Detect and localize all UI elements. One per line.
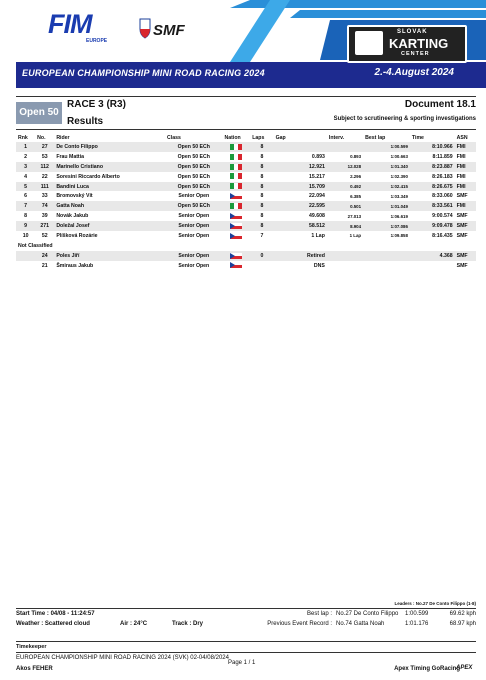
prev-record-label: Previous Event Record : (267, 621, 332, 627)
cell-rnk: 3 (16, 162, 35, 172)
cell-rnk: 10 (22, 232, 29, 239)
not-classified-label: Not Classified (18, 242, 53, 249)
czech-flag-icon (230, 223, 242, 229)
best-lap-label: Best lap : (306, 611, 332, 617)
cell-best (363, 251, 410, 261)
cell-nation (223, 221, 251, 231)
page-number: Page 1 / 1 (228, 660, 256, 666)
cell-class: Senior Open (178, 232, 210, 239)
cell-gap: 0.893 (311, 153, 325, 160)
cell-class: Open 50 ECh (165, 162, 223, 172)
cell-rnk: 1 (16, 142, 35, 152)
cell-gap: Retired (274, 251, 327, 261)
cell-no: 27 (35, 142, 54, 152)
cell-time: 8:26.183 (432, 173, 453, 180)
cell-interv: 2.296 (350, 174, 362, 180)
italy-flag-icon (230, 183, 242, 189)
race-title: RACE 3 (R3) (67, 99, 126, 110)
cell-class: Open 50 ECh (165, 201, 223, 211)
apex-timing: Apex Timing GoRacing (394, 666, 460, 672)
cell-class: Senior Open (165, 251, 223, 261)
cell-no: 74 (35, 201, 54, 211)
cell-nation (223, 211, 251, 221)
event-line: EUROPEAN CHAMPIONSHIP MINI ROAD RACING 2024 (SVK) 02-04/08/2024 (16, 655, 229, 661)
timekeeper-name: Akos FEHER (16, 666, 53, 672)
cell-asn: FMI (455, 182, 476, 192)
cell-rider: De Conto Filippo (54, 142, 165, 152)
italy-flag-icon (230, 203, 242, 209)
col-best-lap: Best lap (365, 134, 386, 141)
cell-rnk (16, 261, 35, 271)
czech-flag-icon (230, 193, 242, 199)
cell-interv: 8.904 (327, 221, 363, 231)
table-row (16, 142, 476, 152)
cell-nation (223, 201, 251, 211)
cell-no: 33 (41, 193, 48, 200)
col-class: Class (167, 134, 181, 141)
cell-laps: 8 (260, 173, 264, 180)
divider (16, 96, 476, 97)
cell-rnk (16, 251, 35, 261)
table-row (16, 201, 476, 211)
italy-flag-icon (230, 154, 242, 160)
cell-nation (223, 261, 251, 271)
cell-gap (274, 142, 327, 152)
cell-rnk: 8 (24, 213, 28, 220)
cell-interv (327, 251, 363, 261)
cell-best: 1:02.415 (363, 182, 410, 192)
cell-asn: SMF (456, 193, 468, 200)
cell-nation (223, 162, 251, 172)
results-table (16, 133, 476, 271)
prev-record-time: 1:01.176 (405, 621, 429, 627)
col-no: No. (37, 134, 46, 141)
cell-rnk: 2 (24, 153, 28, 160)
fim-logo-subtitle: EUROPE (86, 38, 108, 44)
cell-asn: FMI (455, 142, 476, 152)
cell-gap: 22.595 (274, 201, 327, 211)
cell-best (363, 261, 410, 271)
cell-class: Open 50 ECh (177, 153, 210, 160)
cell-gap: 15.217 (309, 173, 325, 180)
cell-interv: 0.501 (327, 201, 363, 211)
leaders-note: Leaders : No.27 De Conto Filippo (1-8) (394, 601, 476, 606)
table-row (16, 221, 476, 231)
cell-time: 4.368 (410, 251, 455, 261)
best-lap-time: 1:00.599 (405, 611, 429, 617)
cell-time: 8:33.561 (410, 201, 455, 211)
cell-interv: 27.013 (347, 213, 362, 219)
cell-gap: 49.608 (309, 213, 325, 220)
cell-interv: 1 Lap (349, 233, 362, 239)
col-laps: Laps (252, 134, 265, 141)
cell-rider: Doležal Josef (54, 221, 165, 231)
cell-gap: 58.512 (274, 221, 327, 231)
cell-laps: 8 (250, 142, 273, 152)
cell-class: Senior Open (178, 262, 210, 269)
table-row (16, 231, 476, 241)
cell-nation (223, 152, 251, 162)
cell-time: 8:16.435 (432, 232, 453, 239)
best-lap-rider: No.27 De Conto Filippo (336, 611, 399, 617)
table-row (16, 211, 476, 221)
best-lap-speed: 69.62 kph (449, 611, 476, 617)
czech-flag-icon (230, 233, 242, 239)
cell-best: 1:02.390 (390, 174, 408, 180)
cell-interv (327, 142, 363, 152)
cell-laps: 8 (250, 162, 273, 172)
document-number: Document 18.1 (404, 99, 476, 110)
page-header (0, 0, 486, 95)
table-header-row (16, 133, 476, 142)
cell-asn: FMI (456, 153, 466, 160)
cell-best: 1:06.619 (390, 213, 408, 219)
cell-rider: Soresini Riccardo Alberto (56, 173, 120, 180)
cell-best: 1:07.086 (363, 221, 410, 231)
cell-time: 8:23.887 (410, 162, 455, 172)
cell-time: 8:26.675 (410, 182, 455, 192)
cell-no: 21 (41, 262, 48, 269)
event-date: 2.-4.August 2024 (374, 67, 454, 78)
cell-nation (223, 142, 251, 152)
apex-logo: APEX (456, 665, 473, 671)
smf-logo-text: SMF (153, 22, 185, 39)
table-row (16, 172, 476, 182)
col-interv: Interv. (328, 134, 345, 141)
air-temp: Air : 24°C (120, 621, 148, 627)
cell-rnk: 7 (16, 201, 35, 211)
cell-asn: SMF (456, 213, 468, 220)
cell-time: 9:09.478 (410, 221, 455, 231)
table-row (16, 162, 476, 172)
cell-laps: 8 (250, 201, 273, 211)
event-title: EUROPEAN CHAMPIONSHIP MINI ROAD RACING 2024 (22, 68, 265, 78)
cell-class: Open 50 ECh (165, 182, 223, 192)
slovak-karting-center-logo (347, 25, 467, 63)
cell-gap: 22.094 (309, 193, 325, 200)
fim-logo: FIM (48, 9, 92, 39)
track-condition: Track : Dry (172, 621, 204, 627)
cell-asn: SMF (455, 251, 476, 261)
table-row (16, 182, 476, 192)
smf-logo (137, 16, 195, 40)
results-body (16, 142, 476, 241)
cell-best: 1:09.858 (390, 233, 408, 239)
cell-gap: 12.921 (274, 162, 327, 172)
cell-class: Open 50 ECh (177, 173, 210, 180)
cell-nation (223, 251, 251, 261)
karting-line-1: SLOVAK (397, 29, 428, 35)
results-title: Results (67, 116, 104, 127)
cell-class: Open 50 ECh (165, 142, 223, 152)
cell-rider: Gatta Noah (54, 201, 165, 211)
italy-flag-icon (230, 144, 242, 150)
karting-line-3: CENTER (401, 51, 430, 57)
cell-laps: 7 (260, 232, 264, 239)
cell-laps: 8 (260, 153, 264, 160)
table-row (16, 191, 476, 201)
cell-nation (223, 231, 251, 241)
karting-line-2: KARTING (389, 36, 449, 51)
cell-no: 112 (35, 162, 54, 172)
timekeeper-label: Timekeeper (16, 644, 47, 650)
prev-record-rider: No.74 Gatta Noah (336, 621, 385, 627)
divider (16, 608, 476, 609)
cell-asn: FMI (455, 201, 476, 211)
cell-rnk: 9 (16, 221, 35, 231)
cell-interv (327, 261, 363, 271)
cell-gap: 1 Lap (311, 232, 325, 239)
cell-no: 24 (35, 251, 54, 261)
cell-laps: 0 (250, 251, 273, 261)
table-row (16, 152, 476, 162)
czech-flag-icon (230, 262, 242, 268)
cell-time: 8:33.060 (432, 193, 453, 200)
col-gap: Gap (275, 134, 286, 141)
divider (16, 652, 476, 653)
cell-rnk: 6 (24, 193, 28, 200)
col-rnk: Rnk (18, 134, 28, 141)
cell-time: 8:11.859 (432, 153, 453, 160)
cell-rider: Novák Jakub (56, 213, 89, 220)
cell-gap: DNS (313, 262, 325, 269)
cell-laps: 8 (250, 182, 273, 192)
italy-flag-icon (230, 164, 242, 170)
cell-rider: Marinello Cristiano (54, 162, 165, 172)
cell-laps (250, 261, 273, 271)
cell-class: Senior Open (178, 193, 210, 200)
cell-laps: 8 (260, 193, 264, 200)
not-classified-body (16, 251, 476, 271)
cell-nation (223, 182, 251, 192)
cell-laps: 8 (250, 221, 273, 231)
cell-asn: FMI (455, 162, 476, 172)
cell-rider: Poles Jiří (54, 251, 165, 261)
cell-nation (223, 191, 251, 201)
subject-note: Subject to scrutineering & sporting investigations (333, 116, 476, 122)
col-time: Time (411, 134, 424, 141)
cell-best: 1:00.599 (363, 142, 410, 152)
cell-rider: Frau Mattia (56, 153, 84, 160)
col-nation: Nation (224, 134, 241, 141)
cell-interv: 12.028 (327, 162, 363, 172)
cell-interv: 6.385 (350, 193, 362, 199)
cell-rnk: 5 (16, 182, 35, 192)
cell-nation (223, 172, 251, 182)
cell-time (410, 261, 455, 271)
col-rider: Rider (56, 134, 70, 141)
cell-best: 1:01.340 (363, 162, 410, 172)
not-classified-row (16, 241, 476, 251)
italy-flag-icon (230, 173, 242, 179)
cell-rider: Plíšková Rozárie (56, 232, 98, 239)
czech-flag-icon (230, 213, 242, 219)
cell-class: Senior Open (178, 213, 210, 220)
czech-flag-icon (230, 253, 242, 259)
start-time: Start Time : 04/08 - 11:24:57 (16, 611, 95, 617)
cell-no: 53 (41, 153, 48, 160)
cell-best: 1:01.049 (363, 201, 410, 211)
weather: Weather : Scattered cloud (16, 621, 90, 627)
cell-asn: SMF (456, 262, 468, 269)
cell-class: Senior Open (165, 221, 223, 231)
cell-interv: 0.893 (350, 154, 362, 160)
cell-no: 39 (41, 213, 48, 220)
cell-interv: 0.492 (327, 182, 363, 192)
cell-no: 111 (35, 182, 54, 192)
divider (16, 641, 476, 642)
cell-rnk: 4 (24, 173, 28, 180)
cell-gap: 15.709 (274, 182, 327, 192)
cell-rider: Šmiraus Jakub (56, 262, 94, 269)
cell-no: 52 (41, 232, 48, 239)
cell-laps: 8 (260, 213, 264, 220)
class-label: Open 50 (16, 102, 62, 124)
cell-no: 271 (35, 221, 54, 231)
cell-no: 22 (41, 173, 48, 180)
table-row (16, 261, 476, 271)
cell-rider: Bromovský Vít (56, 193, 93, 200)
cell-asn: SMF (455, 221, 476, 231)
cell-asn: SMF (456, 232, 468, 239)
col-asn: ASN (456, 134, 468, 141)
cell-rider: Bandini Luca (54, 182, 165, 192)
prev-record-speed: 68.97 kph (449, 621, 476, 627)
slovakia-ring-icon (355, 31, 383, 55)
cell-time: 8:10.966 (410, 142, 455, 152)
cell-best: 1:03.349 (390, 193, 408, 199)
table-row (16, 251, 476, 261)
divider (16, 129, 476, 130)
cell-best: 1:00.663 (390, 154, 408, 160)
cell-time: 9:00.574 (432, 213, 453, 220)
cell-asn: FMI (456, 173, 466, 180)
